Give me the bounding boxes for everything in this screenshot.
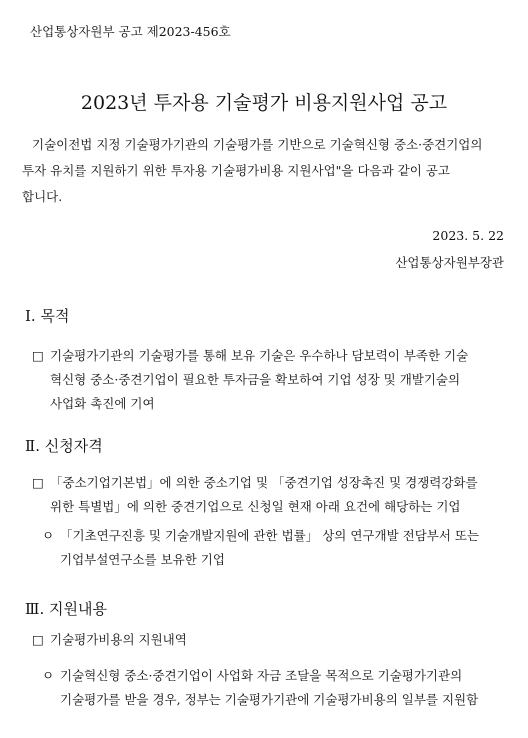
eligibility-line: ㅇ 「기초연구진흥 및 기술개발지원에 관한 법률」 상의 연구개발 전담부서 또는 — [42, 524, 479, 548]
support-line: ㅇ 기술혁신형 중소·중견기업이 사업화 자금 조달을 목적으로 기술평가기관의 — [42, 664, 478, 688]
section-heading-eligibility: Ⅱ. 신청자격 — [25, 437, 103, 455]
support-item — [32, 628, 187, 652]
square-bullet-icon: □ — [32, 632, 44, 647]
purpose-line: □ 기술평가기관의 기술평가를 통해 보유 기술은 우수하나 담보력이 부족한 기술 — [32, 344, 468, 368]
intro-line: 합니다. — [22, 189, 63, 204]
notice-number: 산업통상자원부 공고 제2023-456호 — [30, 24, 231, 39]
eligibility-subitem — [42, 524, 479, 572]
support-line: 기술평가를 받을 경우, 정부는 기술평가기관에 기술평가비용의 일부를 지원함 — [60, 692, 479, 707]
eligibility-line: 위한 특별법」에 의한 중견기업으로 신청일 현재 아래 요건에 해당하는 기업 — [50, 499, 461, 514]
purpose-item — [32, 344, 468, 416]
eligibility-line: □ 「중소기업기본법」에 의한 중소기업 및 「중견기업 성장촉진 및 경쟁력강화를 — [32, 471, 478, 495]
intro-paragraph — [22, 132, 508, 210]
purpose-line: 사업화 촉진에 기여 — [50, 396, 155, 411]
support-line: □ 기술평가비용의 지원내역 — [32, 628, 187, 652]
eligibility-item — [32, 471, 478, 519]
section-heading-support: Ⅲ. 지원내용 — [25, 600, 107, 618]
issuer: 산업통상자원부장관 — [395, 255, 504, 270]
purpose-line: 혁신형 중소·중견기업이 필요한 투자금을 확보하여 기업 성장 및 개발기술의 — [50, 372, 461, 387]
circle-bullet-icon: ㅇ — [42, 528, 55, 543]
square-bullet-icon: □ — [32, 348, 44, 363]
eligibility-line: 기업부설연구소를 보유한 기업 — [60, 552, 225, 567]
circle-bullet-icon: ㅇ — [42, 668, 55, 683]
document-title: 2023년 투자용 기술평가 비용지원사업 공고 — [80, 92, 448, 114]
section-heading-purpose: Ⅰ. 목적 — [25, 307, 70, 325]
intro-line: 투자 유치를 지원하기 위한 투자용 기술평가비용 지원사업"을 다음과 같이 공고 — [22, 163, 450, 178]
support-subitem — [42, 664, 478, 712]
announcement-date: 2023. 5. 22 — [432, 228, 504, 243]
square-bullet-icon: □ — [32, 475, 44, 490]
intro-line: 기술이전법 지정 기술평가기관의 기술평가를 기반으로 기술혁신형 중소·중견기업의 — [32, 137, 483, 152]
